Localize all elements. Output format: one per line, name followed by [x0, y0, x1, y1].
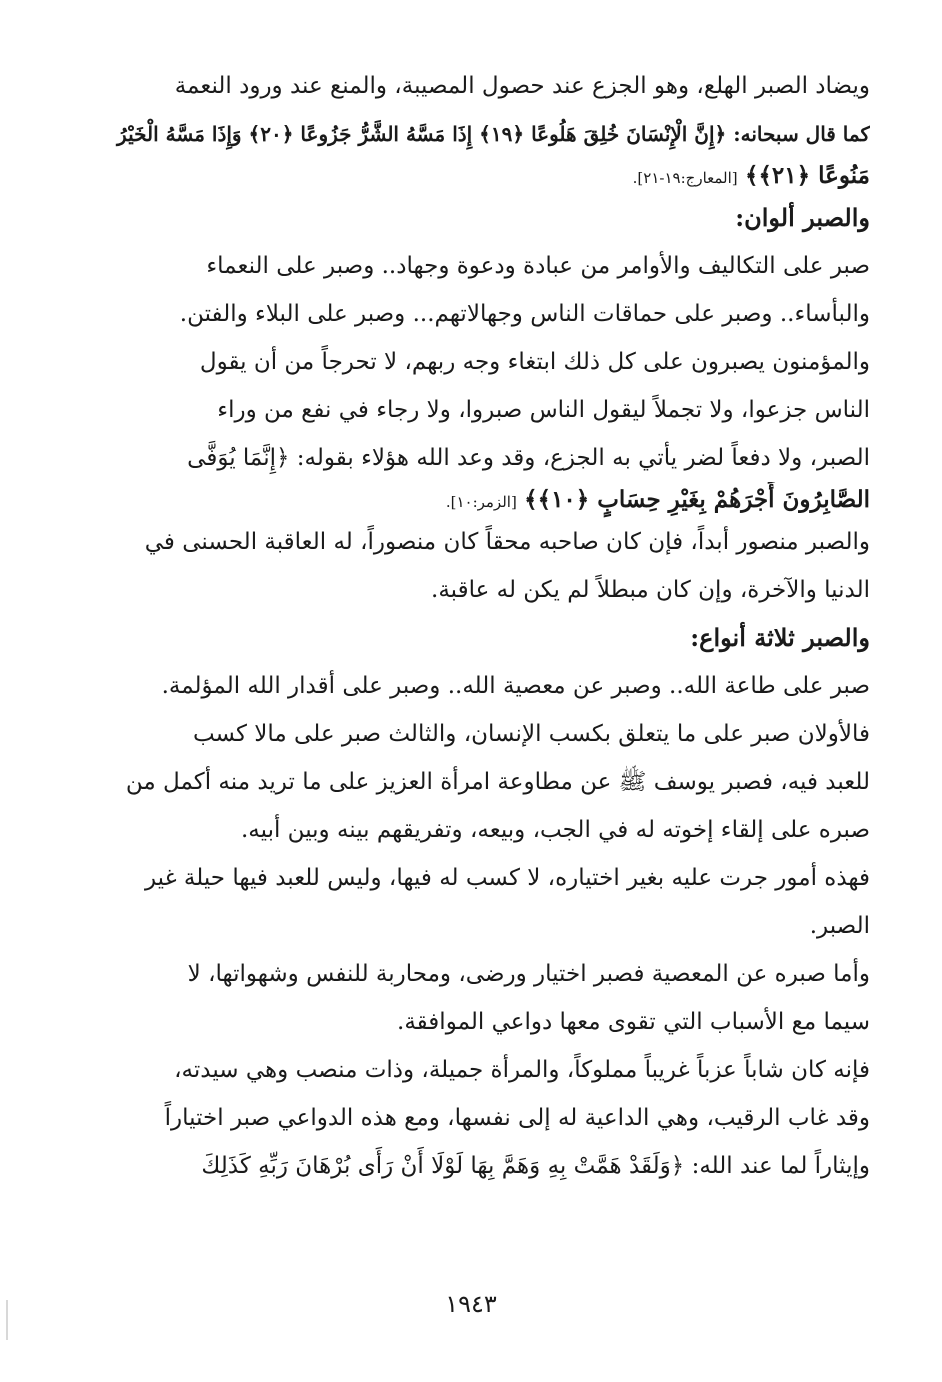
text-line: للعبد فيه، فصبر يوسف ﷺ عن مطاوعة امرأة العزيز على ما تريد منه أكمل من	[125, 769, 870, 795]
text-line: الصبر.	[809, 913, 870, 939]
text-line: الدنيا والآخرة، وإن كان مبطلاً لم يكن له عاقبة.	[431, 577, 870, 603]
text-line: والمؤمنون يصبرون على كل ذلك ابتغاء وجه ربهم، لا تحرجاً من أن يقول	[199, 349, 870, 375]
text-line: صبر على التكاليف والأوامر من عبادة ودعوة وجهاد.. وصبر على النعماء	[206, 253, 870, 279]
text-line: الصبر، ولا دفعاً لضر يأتي به الجزع، وقد وعد الله هؤلاء بقوله: ﴿إِنَّمَا يُوَفَّى	[187, 445, 870, 471]
verse-reference: [الزمر:١٠].	[445, 493, 517, 511]
text-line: كما قال سبحانه: ﴿إِنَّ الْإِنْسَانَ خُلِقَ هَلُوعًا ﴿١٩﴾ إِذَا مَسَّهُ الشَّرُّ جَزُوعًا ﴿٢٠﴾ وَإِذَا مَسَّهُ الْخَيْرُ	[117, 122, 870, 146]
text-line: الصَّابِرُونَ أَجْرَهُمْ بِغَيْرِ حِسَابٍ ﴿١٠﴾﴾ [الزمر:١٠].	[445, 486, 870, 513]
section-heading: والصبر ثلاثة أنواع:	[690, 623, 870, 652]
text-line: وأما صبره عن المعصية فصبر اختيار ورضى، ومحاربة للنفس وشهواتها، لا	[187, 961, 870, 987]
text-line: وقد غاب الرقيب، وهي الداعية له إلى نفسها، ومع هذه الدواعي صبر اختياراً	[164, 1105, 870, 1131]
section-heading: والصبر ألوان:	[735, 203, 870, 232]
text-line: فهذه أمور جرت عليه بغير اختياره، لا كسب له فيها، وليس للعبد فيها حيلة غير	[144, 865, 870, 891]
text-line: صبره على إلقاء إخوته له في الجب، وبيعه، وتفريقهم بينه وبين أبيه.	[241, 817, 870, 843]
text-line: وإيثاراً لما عند الله: ﴿وَلَقَدْ هَمَّتْ بِهِ وَهَمَّ بِهَا لَوْلَا أَنْ رَأَى بُرْهَانَ رَبِّهِ كَذَلِكَ	[201, 1153, 870, 1179]
text-line: سيما مع الأسباب التي تقوى معها دواعي الموافقة.	[397, 1009, 870, 1035]
text-line: ويضاد الصبر الهلع، وهو الجزع عند حصول المصيبة، والمنع عند ورود النعمة	[174, 73, 870, 99]
text-line: فالأولان صبر على ما يتعلق بكسب الإنسان، والثالث صبر على مالا كسب	[192, 721, 870, 747]
page-number: ١٩٤٣	[445, 1290, 497, 1318]
text-line: والصبر منصور أبداً، فإن كان صاحبه محقاً كان منصوراً، له العاقبة الحسنى في	[144, 529, 870, 555]
text-line: والبأساء.. وصبر على حماقات الناس وجهالاتهم... وصبر على البلاء والفتن.	[179, 301, 870, 327]
text-line: صبر على طاعة الله.. وصبر عن معصية الله.. وصبر على أقدار الله المؤلمة.	[161, 673, 870, 699]
verse-reference: [المعارج:١٩-٢١].	[632, 169, 738, 187]
text-line: مَنُوعًا ﴿٢١﴾﴾ [المعارج:١٩-٢١].	[632, 162, 870, 189]
text-line: فإنه كان شاباً عزباً غريباً مملوكاً، والمرأة جميلة، وذات منصب وهي سيدته،	[174, 1057, 870, 1083]
document-body	[100, 62, 870, 1190]
text-line: الناس جزعوا، ولا تجملاً ليقول الناس صبروا، ولا رجاء في نفع من وراء	[217, 397, 870, 423]
